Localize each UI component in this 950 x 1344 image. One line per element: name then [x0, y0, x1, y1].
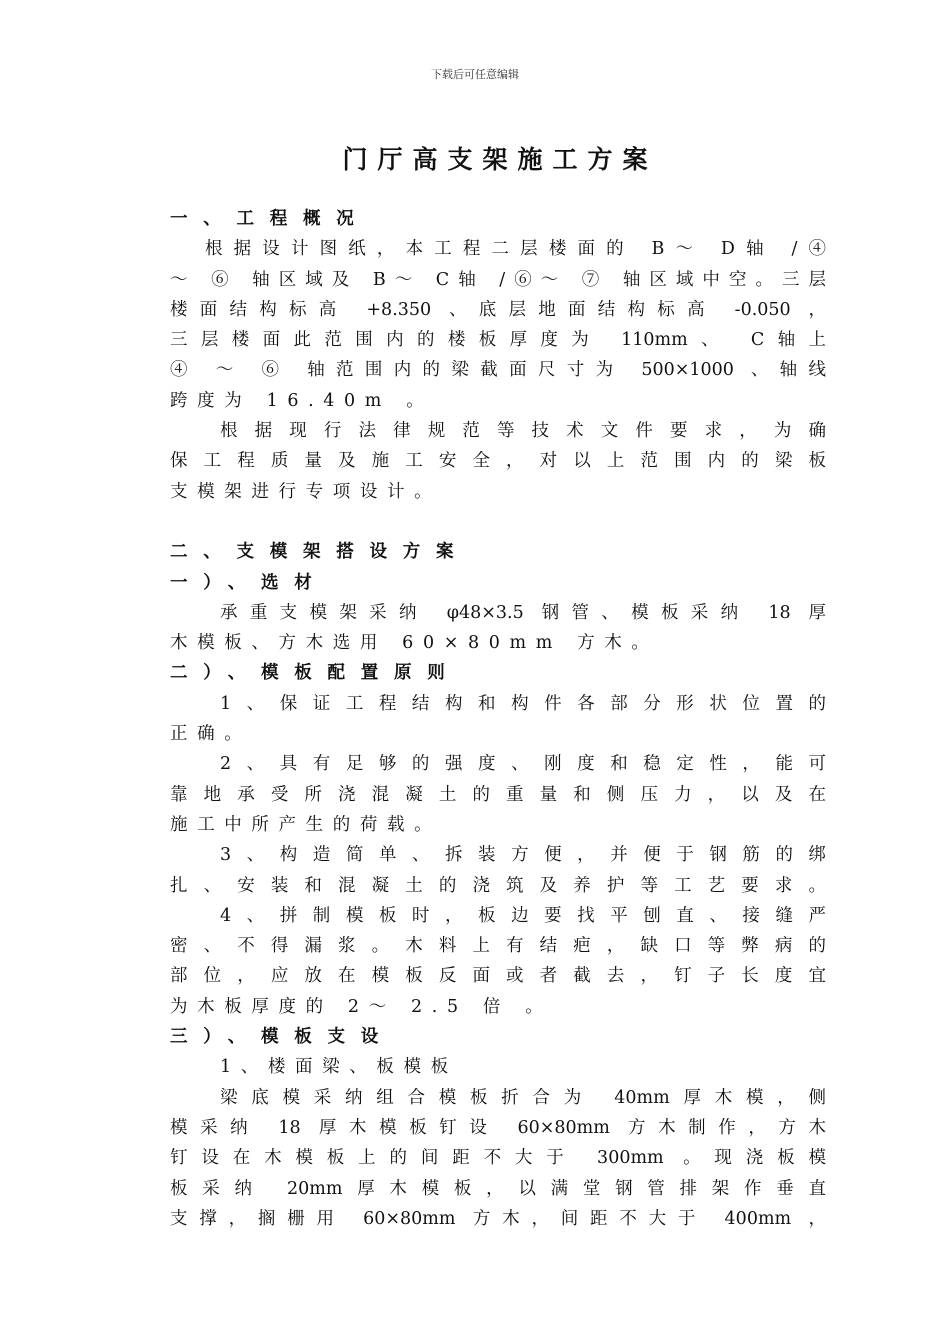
list-item-line: 4、拼制模板时，板边要找平刨直、接缝严	[220, 905, 826, 926]
paragraph-line: 根据现行法律规范等技术文件要求，为确	[220, 421, 826, 442]
paragraph-line: 根据设计图纸，本工程二层楼面的 B～ D轴 /④	[205, 239, 826, 260]
section-heading: 一、工程概况	[170, 209, 370, 229]
paragraph-line: 钉设在木模板上的间距不大于 300mm 。现浇板模	[170, 1148, 826, 1169]
paragraph-line: 楼面结构标高 +8.350 、底层地面结构标高 -0.050 ，	[170, 299, 826, 320]
list-item-line: 1、楼面梁、板模板	[220, 1057, 458, 1078]
list-item-line: 密、不得漏浆。木料上有结疤，缺口等弊病的	[170, 936, 826, 957]
paragraph-line: 保工程质量及施工安全，对以上范围内的梁板	[170, 451, 826, 472]
list-item-line: 为木板厚度的 2～ 2.5 倍 。	[170, 996, 553, 1017]
paragraph-line: 梁底模采纳组合模板折合为 40mm厚木模，侧	[220, 1087, 826, 1108]
paragraph-line: 木模板、方木选用 60×80mm 方木。	[170, 633, 659, 654]
list-item-line: 施工中所产生的荷载。	[170, 814, 442, 835]
subsection-heading: 一）、选材	[170, 572, 328, 593]
paragraph-line: 支撑，搁栅用 60×80mm 方木，间距不大于 400mm ，	[170, 1208, 826, 1229]
paragraph-line: 支模架进行专项设计。	[170, 481, 442, 502]
document-title: 门厅高支架施工方案	[342, 145, 658, 174]
paragraph-line: 跨度为 16.40m 。	[170, 390, 434, 411]
spacer	[170, 507, 826, 537]
subsection-heading: 二）、模板配置原则	[170, 663, 461, 684]
section-heading: 二、支模架搭设方案	[170, 542, 470, 563]
list-item-line: 靠地承受所浇混凝土的重量和侧压力，以及在	[170, 784, 826, 805]
paragraph-line: 承重支模架采纳 φ48×3.5 钢管、模板采纳 18 厚	[220, 602, 826, 623]
list-item-line: 正确。	[170, 724, 252, 745]
paragraph-line: 板采纳 20mm厚木模板，以满堂钢管排架作垂直	[170, 1178, 826, 1199]
document-body	[170, 204, 826, 1234]
list-item-line: 扎、安装和混凝土的浇筑及养护等工艺要求。	[170, 875, 826, 896]
subsection-heading: 三）、模板支设	[170, 1027, 394, 1048]
header-note: 下载后可任意编辑	[431, 68, 519, 81]
paragraph-line: 模采纳 18 厚木模板钉设 60×80mm 方木制作，方木	[170, 1117, 826, 1138]
paragraph-line: 三层楼面此范围内的楼板厚度为 110mm、 C轴上	[170, 330, 826, 351]
paragraph-line: ④ ～ ⑥ 轴范围内的梁截面尺寸为 500×1000 、轴线	[170, 360, 826, 381]
list-item-line: 2、具有足够的强度、刚度和稳定性，能可	[220, 754, 826, 775]
list-item-line: 1、保证工程结构和构件各部分形状位置的	[220, 693, 826, 714]
list-item-line: 3、构造简单、拆装方便，并便于钢筋的绑	[220, 845, 826, 866]
paragraph-line: ～ ⑥ 轴区域及 B～ C轴 /⑥～ ⑦ 轴区域中空。三层	[170, 269, 826, 290]
list-item-line: 部位，应放在模板反面或者截去，钉子长度宜	[170, 966, 826, 987]
